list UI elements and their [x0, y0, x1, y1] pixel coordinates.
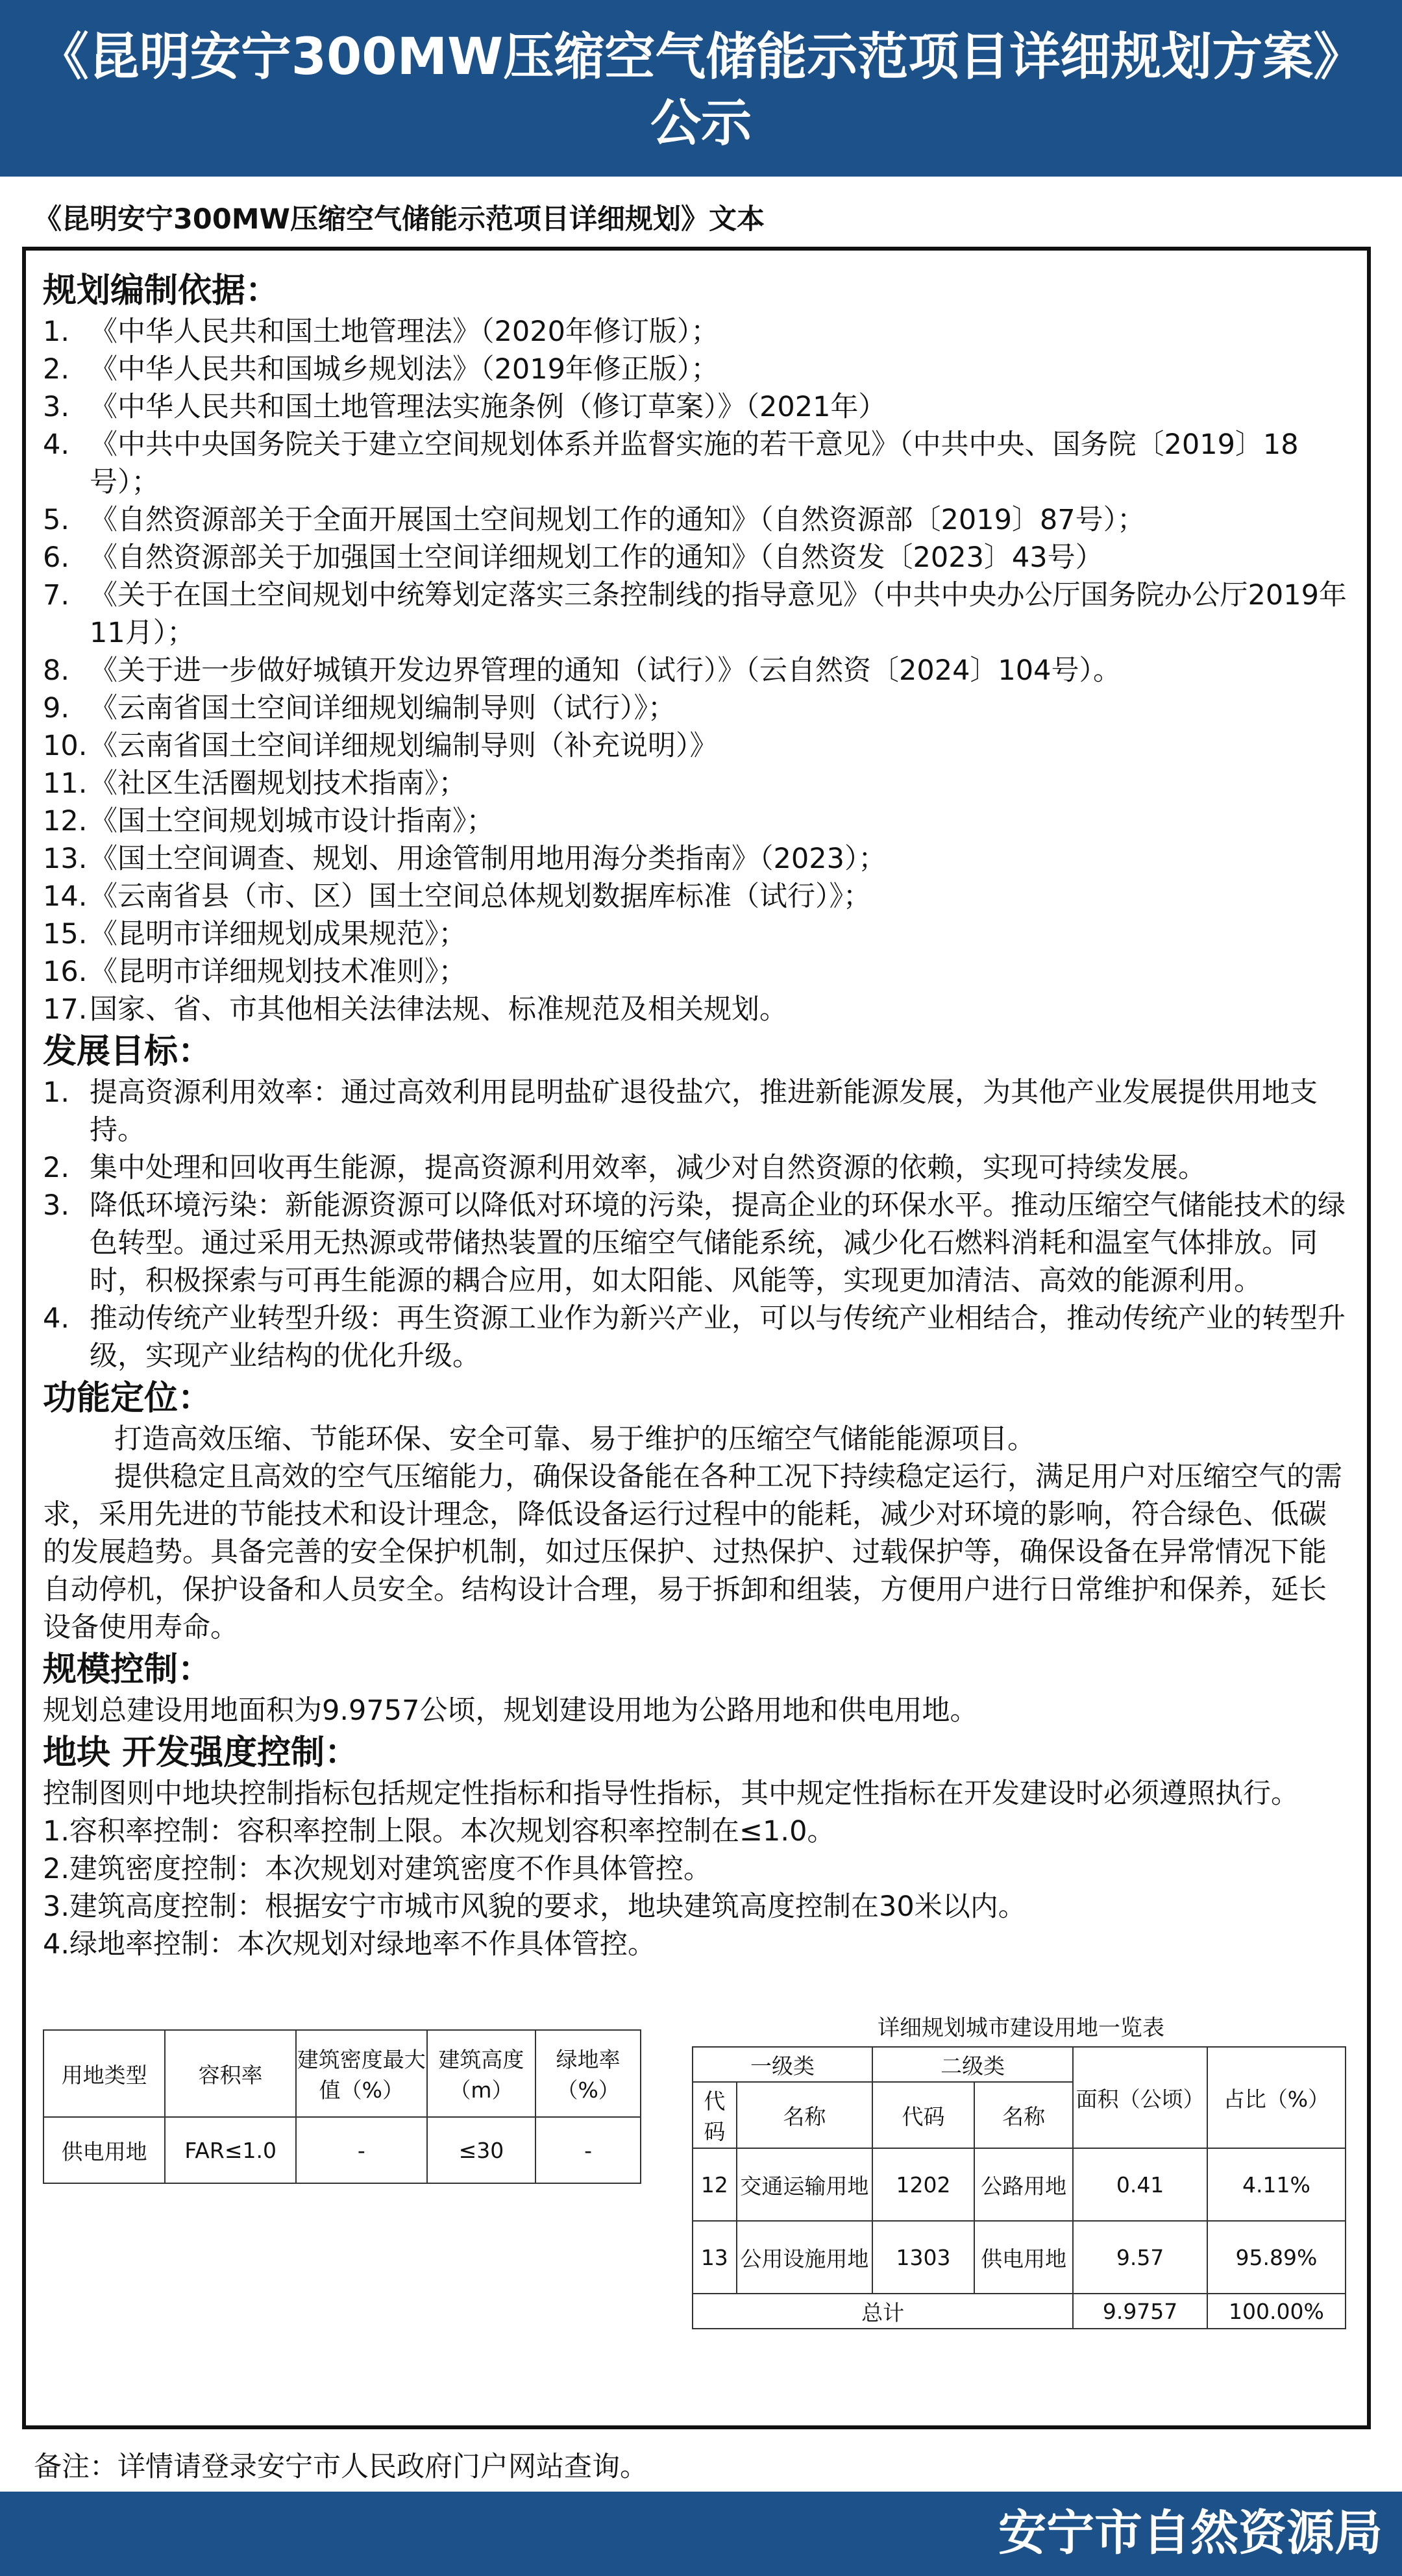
function-heading: 功能定位： — [43, 1379, 212, 1418]
table-cell: 供电用地 — [43, 2117, 165, 2183]
scale-text: 规划总建设用地面积为9.9757公顷，规划建设用地为公路用地和供电用地。 — [43, 1694, 978, 1727]
list-item: 6. 《自然资源部关于加强国土空间详细规划工作的通知》（自然资发〔2023〕43号） — [43, 541, 1103, 574]
table-header-cell: 占比（%） — [1207, 2047, 1346, 2148]
basis-list — [43, 313, 1354, 1028]
list-item: 17. 国家、省、市其他相关法律法规、标准规范及相关规划。 — [43, 993, 787, 1026]
list-item: 14. 《云南省县（市、区）国土空间总体规划数据库标准（试行）》； — [43, 880, 871, 913]
page-title: 《昆明安宁300MW压缩空气储能示范项目详细规划方案》 — [38, 28, 1364, 86]
table-header-cell: 绿地率（%） — [535, 2030, 641, 2117]
table-header-cell: 代码 — [693, 2082, 737, 2148]
list-item: 4. 《中共中央国务院关于建立空间规划体系并监督实施的若干意见》（中共中央、国务院〔2019〕18号）； — [43, 428, 1299, 499]
table-cell: 公用设施用地 — [737, 2221, 872, 2294]
goals-heading: 发展目标： — [43, 1032, 212, 1071]
intensity-intro: 控制图则中地块控制指标包括规定性指标和指导性指标，其中规定性指标在开发建设时必须遵照执行。 — [43, 1777, 1299, 1810]
list-item: 2. 集中处理和回收再生能源，提高资源利用效率，减少对自然资源的依赖，实现可持续发展。 — [43, 1152, 1206, 1184]
table-cell: 13 — [693, 2221, 737, 2294]
intensity-item: 4.绿地率控制：本次规划对绿地率不作具体管控。 — [43, 1928, 656, 1961]
table-header-cell: 名称 — [737, 2082, 872, 2148]
list-item: 4. 推动传统产业转型升级：再生资源工业作为新兴产业，可以与传统产业相结合，推动传统产业的转型升级，实现产业结构的优化升级。 — [43, 1302, 1346, 1372]
issuing-organization: 安宁市自然资源局 — [998, 2505, 1383, 2561]
table-cell: 95.89% — [1207, 2221, 1346, 2294]
list-item: 7. 《关于在国土空间规划中统筹划定落实三条控制线的指导意见》（中共中央办公厅国务院办公厅2019年11月）； — [43, 579, 1347, 649]
table-header-cell: 二级类 — [872, 2047, 1073, 2082]
list-item: 13. 《国土空间调查、规划、用途管制用地用海分类指南》（2023）； — [43, 843, 887, 875]
table-row — [693, 2148, 1346, 2221]
table-cell: 公路用地 — [974, 2148, 1073, 2221]
table-header-cell: 面积（公顷） — [1073, 2047, 1207, 2148]
control-indicator-table — [43, 2029, 641, 2184]
basis-heading: 规划编制依据： — [43, 271, 280, 310]
table-cell: 9.57 — [1073, 2221, 1207, 2294]
function-paragraph: 打造高效压缩、节能环保、安全可靠、易于维护的压缩空气储能能源项目。 — [114, 1423, 1035, 1455]
list-item: 3. 降低环境污染：新能源资源可以降低对环境的污染，提高企业的环保水平。推动压缩空气储能技术的绿色转型。通过采用无热源或带储热装置的压缩空气储能系统，减少化石燃料消耗和温室气体排放。同时，积极探索与可再生能源的耦合应用，如太阳能、风能等，实现更加清洁、高效的能源利用。 — [43, 1189, 1346, 1297]
list-item: 2. 《中华人民共和国城乡规划法》（2019年修正版）； — [43, 353, 719, 386]
page-footer — [0, 2492, 1402, 2576]
table-header-cell: 建筑高度（m） — [427, 2030, 536, 2117]
table-header-cell: 用地类型 — [43, 2030, 165, 2117]
document-subtitle: 《昆明安宁300MW压缩空气储能示范项目详细规划》文本 — [34, 203, 765, 236]
intensity-item: 1.容积率控制：容积率控制上限。本次规划容积率控制在≤1.0。 — [43, 1815, 835, 1848]
table-cell: 1202 — [872, 2148, 974, 2221]
table-header-cell: 代码 — [872, 2082, 974, 2148]
table-cell: - — [296, 2117, 427, 2183]
goals-list — [43, 1074, 1354, 1375]
list-item: 16. 《昆明市详细规划技术准则》； — [43, 956, 467, 988]
table-header-cell: 名称 — [974, 2082, 1073, 2148]
list-item: 1. 提高资源利用效率：通过高效利用昆明盐矿退役盐穴，推进新能源发展，为其他产业发展提供用地支持。 — [43, 1076, 1318, 1146]
table-total-row — [693, 2294, 1346, 2329]
list-item: 9. 《云南省国土空间详细规划编制导则（试行）》； — [43, 692, 676, 724]
list-item: 3. 《中华人民共和国土地管理法实施条例（修订草案）》（2021年） — [43, 391, 887, 423]
land-use-table — [692, 2046, 1346, 2329]
intensity-item: 3.建筑高度控制：根据安宁市城市风貌的要求，地块建筑高度控制在30米以内。 — [43, 1890, 1026, 1923]
function-paragraph: 提供稳定且高效的空气压缩能力，确保设备能在各种工况下持续稳定运行，满足用户对压缩空气的需求，采用先进的节能技术和设计理念，降低设备运行过程中的能耗，减少对环境的影响，符合绿色、低碳的发展趋势。具备完善的安全保护机制，如过压保护、过热保护、过载保护等，确保设备在异常情况下能自动停机，保护设备和人员安全。结构设计合理，易于拆卸和组装，方便用户进行日常维护和保养，延长设备使用寿命。 — [43, 1461, 1342, 1644]
list-item: 12. 《国土空间规划城市设计指南》； — [43, 805, 495, 837]
table-cell: ≤30 — [427, 2117, 536, 2183]
table-header-cell: 建筑密度最大值（%） — [296, 2030, 427, 2117]
table-cell: FAR≤1.0 — [165, 2117, 296, 2183]
page-title-suffix: 公示 — [650, 94, 752, 153]
table-cell: 供电用地 — [974, 2221, 1073, 2294]
footnote: 备注：详情请登录安宁市人民政府门户网站查询。 — [34, 2451, 648, 2483]
table-cell: 0.41 — [1073, 2148, 1207, 2221]
table-row — [693, 2221, 1346, 2294]
table-cell: 总计 — [693, 2294, 1073, 2329]
scale-heading: 规模控制： — [43, 1650, 212, 1689]
intensity-item: 2.建筑密度控制：本次规划对建筑密度不作具体管控。 — [43, 1853, 712, 1885]
list-item: 15. 《昆明市详细规划成果规范》； — [43, 918, 467, 950]
list-item: 10. 《云南省国土空间详细规划编制导则（补充说明）》 — [43, 730, 718, 762]
intensity-heading: 地块 开发强度控制： — [43, 1733, 359, 1772]
list-item: 11. 《社区生活圈规划技术指南》； — [43, 767, 467, 800]
list-item: 8. 《关于进一步做好城镇开发边界管理的通知（试行）》（云自然资〔2024〕104号）。 — [43, 654, 1122, 687]
list-item: 5. 《自然资源部关于全面开展国土空间规划工作的通知》（自然资源部〔2019〕87号）； — [43, 504, 1146, 536]
content-body — [43, 267, 1354, 1963]
table-header-cell: 一级类 — [693, 2047, 872, 2082]
table-row — [43, 2117, 641, 2183]
table-header-cell: 容积率 — [165, 2030, 296, 2117]
table-cell: 100.00% — [1207, 2294, 1346, 2329]
table-cell: 4.11% — [1207, 2148, 1346, 2221]
page-header — [0, 0, 1402, 177]
table-cell: 12 — [693, 2148, 737, 2221]
table-cell: 9.9757 — [1073, 2294, 1207, 2329]
land-use-table-caption: 详细规划城市建设用地一览表 — [878, 2015, 1164, 2041]
table-header-row — [693, 2047, 1346, 2082]
list-item: 1. 《中华人民共和国土地管理法》（2020年修订版）； — [43, 316, 719, 348]
table-cell: 1303 — [872, 2221, 974, 2294]
table-cell: - — [535, 2117, 641, 2183]
table-cell: 交通运输用地 — [737, 2148, 872, 2221]
table-header-row — [43, 2030, 641, 2117]
